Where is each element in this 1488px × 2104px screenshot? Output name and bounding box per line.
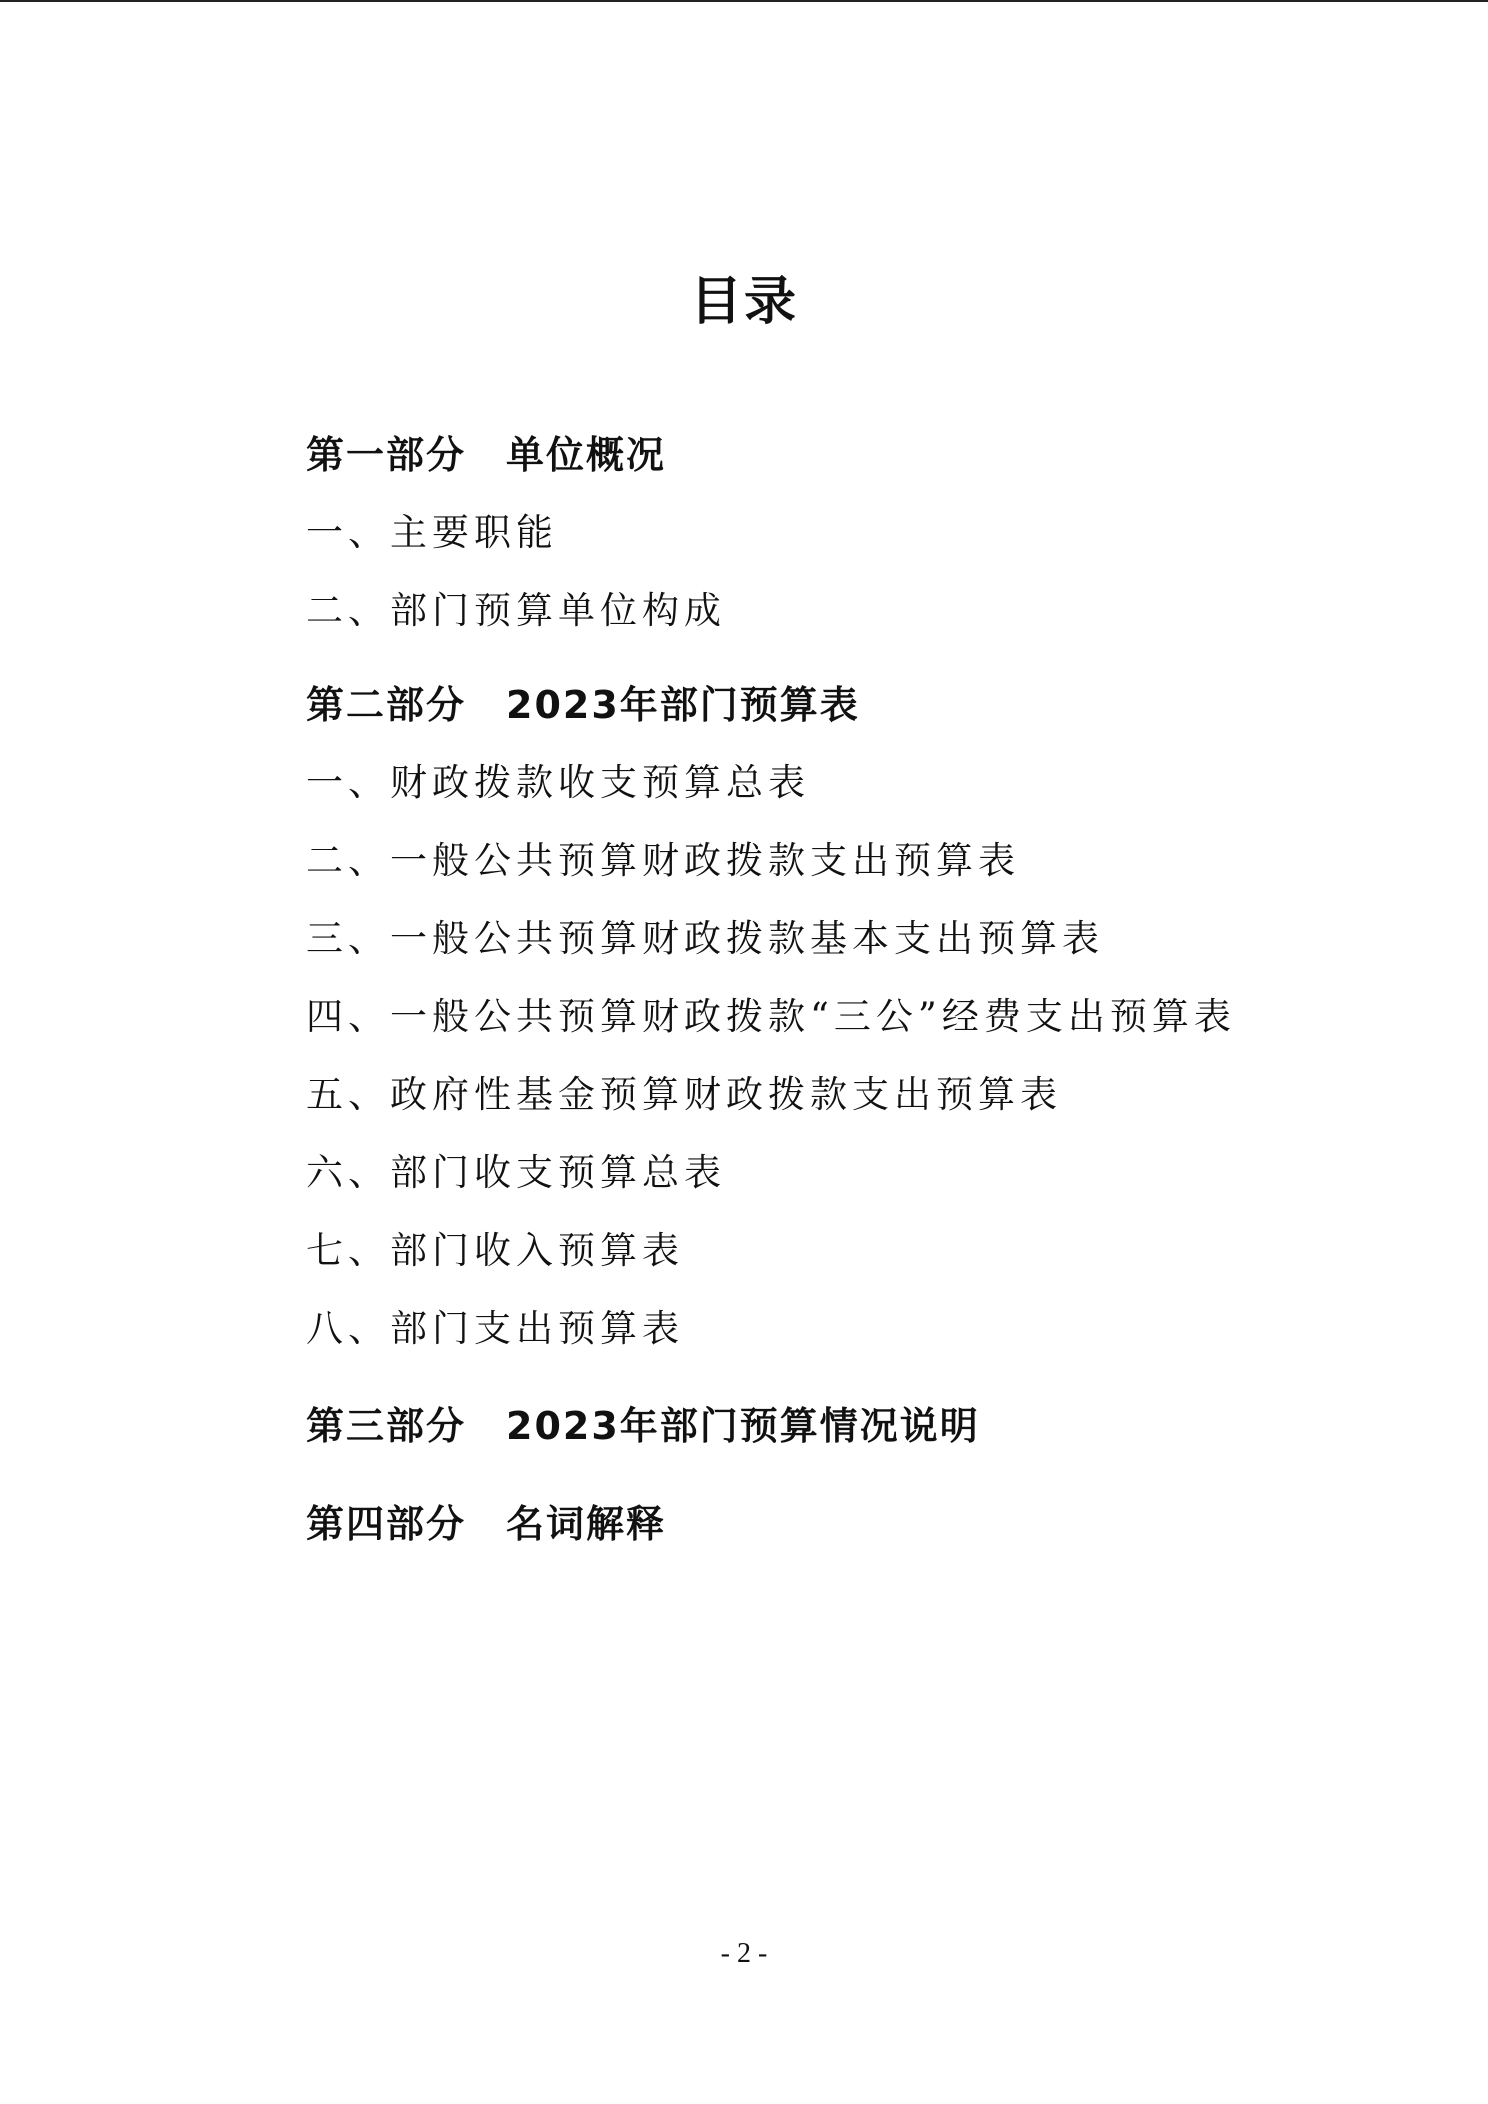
toc-item[interactable]: 七、部门收入预算表 <box>306 1229 684 1272</box>
toc-item[interactable]: 二、一般公共预算财政拨款支出预算表 <box>306 839 1020 882</box>
toc-item[interactable]: 五、政府性基金预算财政拨款支出预算表 <box>306 1073 1062 1116</box>
toc-part-title: 单位概况 <box>506 433 667 477</box>
toc-part-2[interactable] <box>306 677 860 733</box>
toc-item[interactable]: 三、一般公共预算财政拨款基本支出预算表 <box>306 917 1104 960</box>
toc-part-title: 2023年部门预算表 <box>506 683 860 727</box>
toc-part-number: 第二部分 <box>306 683 467 727</box>
toc-part-1[interactable] <box>306 427 666 483</box>
page-number: - 2 - <box>720 1938 768 1969</box>
toc-part-title: 2023年部门预算情况说明 <box>506 1404 980 1448</box>
toc-part-number: 第一部分 <box>306 433 467 477</box>
toc-part-3[interactable] <box>306 1398 980 1454</box>
toc-item[interactable]: 一、财政拨款收支预算总表 <box>306 761 810 804</box>
toc-part-title: 名词解释 <box>506 1502 667 1546</box>
toc-item[interactable]: 二、部门预算单位构成 <box>306 589 726 632</box>
toc-part-number: 第四部分 <box>306 1502 467 1546</box>
toc-item[interactable]: 一、主要职能 <box>306 511 558 554</box>
toc-item[interactable]: 六、部门收支预算总表 <box>306 1151 726 1194</box>
toc-item[interactable]: 四、一般公共预算财政拨款“三公”经费支出预算表 <box>306 995 1236 1038</box>
toc-item[interactable]: 八、部门支出预算表 <box>306 1307 684 1350</box>
toc-part-4[interactable] <box>306 1496 666 1552</box>
toc-part-number: 第三部分 <box>306 1404 467 1448</box>
top-border-line <box>0 0 1488 2</box>
page-title: 目录 <box>689 272 798 332</box>
